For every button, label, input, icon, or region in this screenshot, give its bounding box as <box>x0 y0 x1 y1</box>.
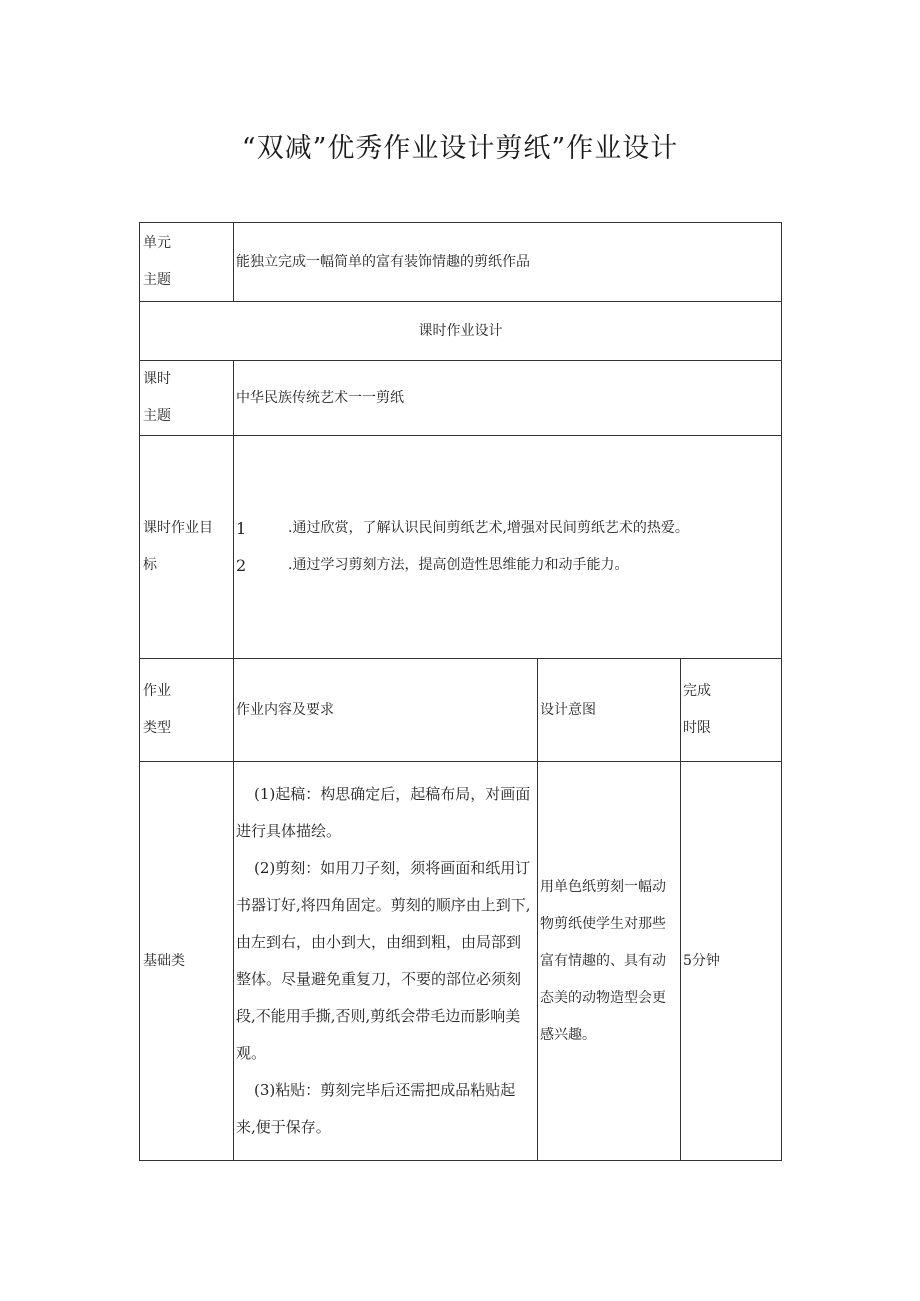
goals-row <box>140 436 782 659</box>
homework-content-cell <box>234 762 538 1161</box>
content-header: 作业内容及要求 <box>234 659 538 762</box>
section-header-row <box>140 302 782 361</box>
lesson-row <box>140 361 782 436</box>
unit-row <box>140 223 782 302</box>
limit-header-cell <box>681 659 782 762</box>
design-intent: 用单色纸剪刻一幅动物剪纸使学生对那些富有情趣的、具有动态美的动物造型会更感兴趣。 <box>538 762 681 1161</box>
table-row <box>140 762 782 1161</box>
time-limit: 5分钟 <box>681 762 782 1161</box>
type-header-line2: 类型 <box>143 720 171 736</box>
type-header-cell <box>140 659 234 762</box>
section-header: 课时作业设计 <box>140 302 782 361</box>
goals-label-line2: 标 <box>143 557 157 573</box>
content-text: (3)粘贴：剪刻完毕后还需把成品粘贴起来,便于保存。 <box>236 1081 516 1136</box>
homework-design-table <box>139 222 782 1161</box>
lesson-label-cell <box>140 361 234 436</box>
goal-item <box>236 510 779 547</box>
limit-header-line2: 时限 <box>683 720 711 736</box>
column-header-row <box>140 659 782 762</box>
content-paragraph <box>236 850 535 1072</box>
homework-type: 基础类 <box>140 762 234 1161</box>
type-header-line1: 作业 <box>143 683 171 699</box>
unit-label-line2: 主题 <box>143 272 171 288</box>
goals-cell <box>234 436 782 659</box>
lesson-value: 中华民族传统艺术一一剪纸 <box>234 361 782 436</box>
goal-item <box>236 547 779 584</box>
goal-text: .通过欣赏，了解认识民间剪纸艺术,增强对民间剪纸艺术的热爱。 <box>288 520 689 536</box>
page-title: “双减”优秀作业设计剪纸”作业设计 <box>241 133 679 164</box>
limit-header-line1: 完成 <box>683 683 711 699</box>
goal-text: .通过学习剪刻方法，提高创造性思维能力和动手能力。 <box>288 557 629 573</box>
goal-number: 2 <box>236 556 247 575</box>
content-text: (2)剪刻：如用刀子刻，须将画面和纸用订书器订好,将四角固定。剪刻的顺序由上到下,由左到右，由小到大，由细到粗，由局部到整体。尽量避免重复刀，不要的部位必须刻段,不能用手撕,否则,剪纸会带毛边而影响美观。 <box>236 859 531 1062</box>
lesson-label-line1: 课时 <box>143 371 171 387</box>
content-paragraph <box>236 776 535 850</box>
content-paragraph <box>236 1072 535 1146</box>
unit-label-line1: 单元 <box>143 235 171 251</box>
goal-number: 1 <box>236 519 247 538</box>
goals-label-cell <box>140 436 234 659</box>
unit-label-cell <box>140 223 234 302</box>
lesson-label-line2: 主题 <box>143 408 171 424</box>
unit-value: 能独立完成一幅简单的富有装饰情趣的剪纸作品 <box>234 223 782 302</box>
content-text: (1)起稿：构思确定后，起稿布局，对画面进行具体描绘。 <box>236 785 531 840</box>
goals-label-line1: 课时作业目 <box>143 520 213 536</box>
intent-header: 设计意图 <box>538 659 681 762</box>
